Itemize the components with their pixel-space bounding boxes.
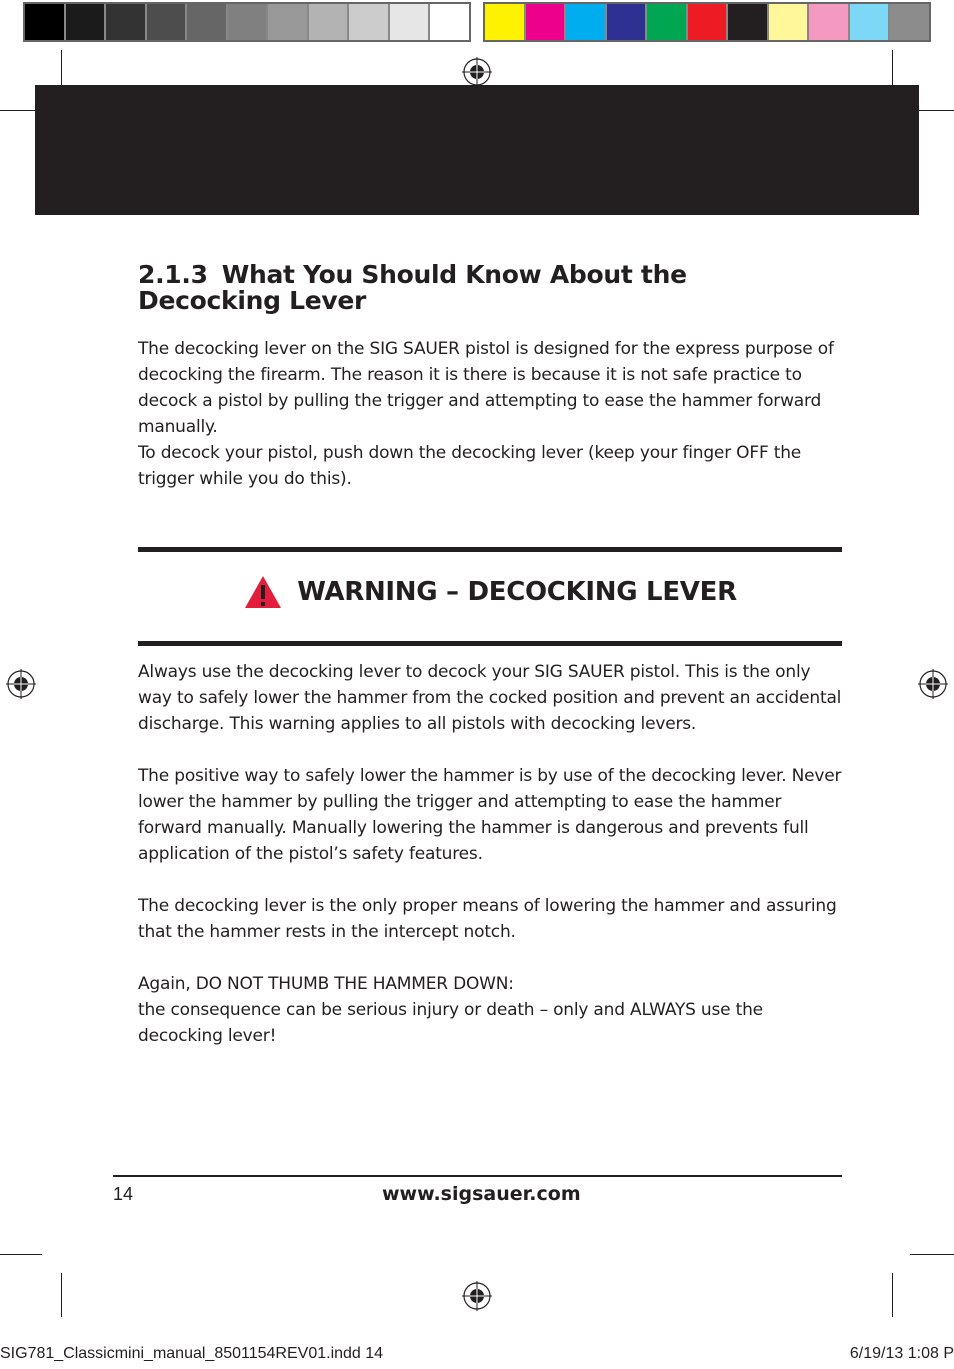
warning-body bbox=[138, 659, 842, 1049]
section-number: 2.1.3 bbox=[138, 260, 208, 289]
color-swatch bbox=[526, 4, 567, 40]
crop-mark bbox=[914, 110, 954, 111]
color-swatch bbox=[187, 4, 228, 40]
section-content bbox=[138, 262, 842, 492]
section-title-line2: Decocking Lever bbox=[138, 286, 367, 315]
color-swatch bbox=[647, 4, 688, 40]
slug-filename: SIG781_Classicmini_manual_8501154REV01.indd 14 bbox=[0, 1345, 384, 1362]
color-swatch bbox=[566, 4, 607, 40]
header-block bbox=[35, 85, 919, 215]
crop-mark bbox=[0, 1254, 42, 1255]
section-title-line1: What You Should Know About the bbox=[221, 260, 687, 289]
crop-mark bbox=[61, 50, 62, 90]
warning-bottom-rule bbox=[138, 641, 842, 646]
warning-paragraph: The positive way to safely lower the hammer is by use of the decocking lever. Never lower the hammer by pulling the trigger and attempting to ease the hammer forward manually. Manually lowering the hammer is dangerous and prevents full application of the pistol’s safety features. bbox=[138, 766, 842, 864]
warning-triangle-icon bbox=[243, 574, 283, 610]
warning-final-line1: Again, DO NOT THUMB THE HAMMER DOWN: bbox=[138, 974, 514, 994]
slug-timestamp: 6/19/13 1:08 P bbox=[849, 1345, 954, 1362]
color-swatch bbox=[390, 4, 431, 40]
color-swatch bbox=[66, 4, 107, 40]
color-swatch bbox=[850, 4, 891, 40]
grayscale-color-bar bbox=[23, 2, 471, 42]
warning-top-rule bbox=[138, 547, 842, 552]
warning-header bbox=[138, 570, 842, 614]
color-swatch bbox=[809, 4, 850, 40]
color-swatch bbox=[228, 4, 269, 40]
registration-mark-icon bbox=[462, 1281, 492, 1311]
color-swatch bbox=[485, 4, 526, 40]
website-link[interactable]: www.sigsauer.com bbox=[382, 1183, 581, 1205]
color-swatch bbox=[607, 4, 648, 40]
registration-mark-icon bbox=[6, 669, 36, 699]
color-swatch bbox=[106, 4, 147, 40]
registration-mark-icon bbox=[918, 669, 948, 699]
page-number: 14 bbox=[113, 1184, 134, 1204]
color-swatch bbox=[147, 4, 188, 40]
crop-mark bbox=[910, 1254, 954, 1255]
warning-title: WARNING – DECOCKING LEVER bbox=[297, 577, 737, 607]
crop-mark bbox=[892, 50, 893, 90]
warning-paragraph: The decocking lever is the only proper means of lowering the hammer and assuring that the hammer rests in the intercept notch. bbox=[138, 896, 837, 942]
footer-rule bbox=[113, 1175, 842, 1177]
color-swatch bbox=[309, 4, 350, 40]
color-swatch bbox=[890, 4, 929, 40]
color-swatch bbox=[728, 4, 769, 40]
warning-final-line2: the consequence can be serious injury or death – only and ALWAYS use the decocking lever! bbox=[138, 1000, 763, 1046]
crop-mark bbox=[892, 1273, 893, 1317]
color-swatch bbox=[430, 4, 469, 40]
color-swatch bbox=[349, 4, 390, 40]
color-swatch bbox=[769, 4, 810, 40]
color-swatch bbox=[688, 4, 729, 40]
warning-paragraph: Always use the decocking lever to decock your SIG SAUER pistol. This is the only way to safely lower the hammer from the cocked position and prevent an accidental discharge. This warning applies to all pistols with decocking levers. bbox=[138, 662, 842, 734]
registration-mark-icon bbox=[462, 57, 492, 87]
section-paragraph: To decock your pistol, push down the decocking lever (keep your finger OFF the trigger while you do this). bbox=[138, 443, 802, 489]
section-heading bbox=[138, 262, 842, 314]
process-color-bar bbox=[483, 2, 931, 42]
crop-mark bbox=[61, 1273, 62, 1317]
crop-mark bbox=[0, 110, 40, 111]
color-swatch bbox=[25, 4, 66, 40]
color-swatch bbox=[268, 4, 309, 40]
section-paragraph: The decocking lever on the SIG SAUER pistol is designed for the express purpose of decocking the firearm. The reason it is there is because it is not safe practice to decock a pistol by pulling the trigger and attempting to ease the hammer forward manually. bbox=[138, 339, 834, 437]
